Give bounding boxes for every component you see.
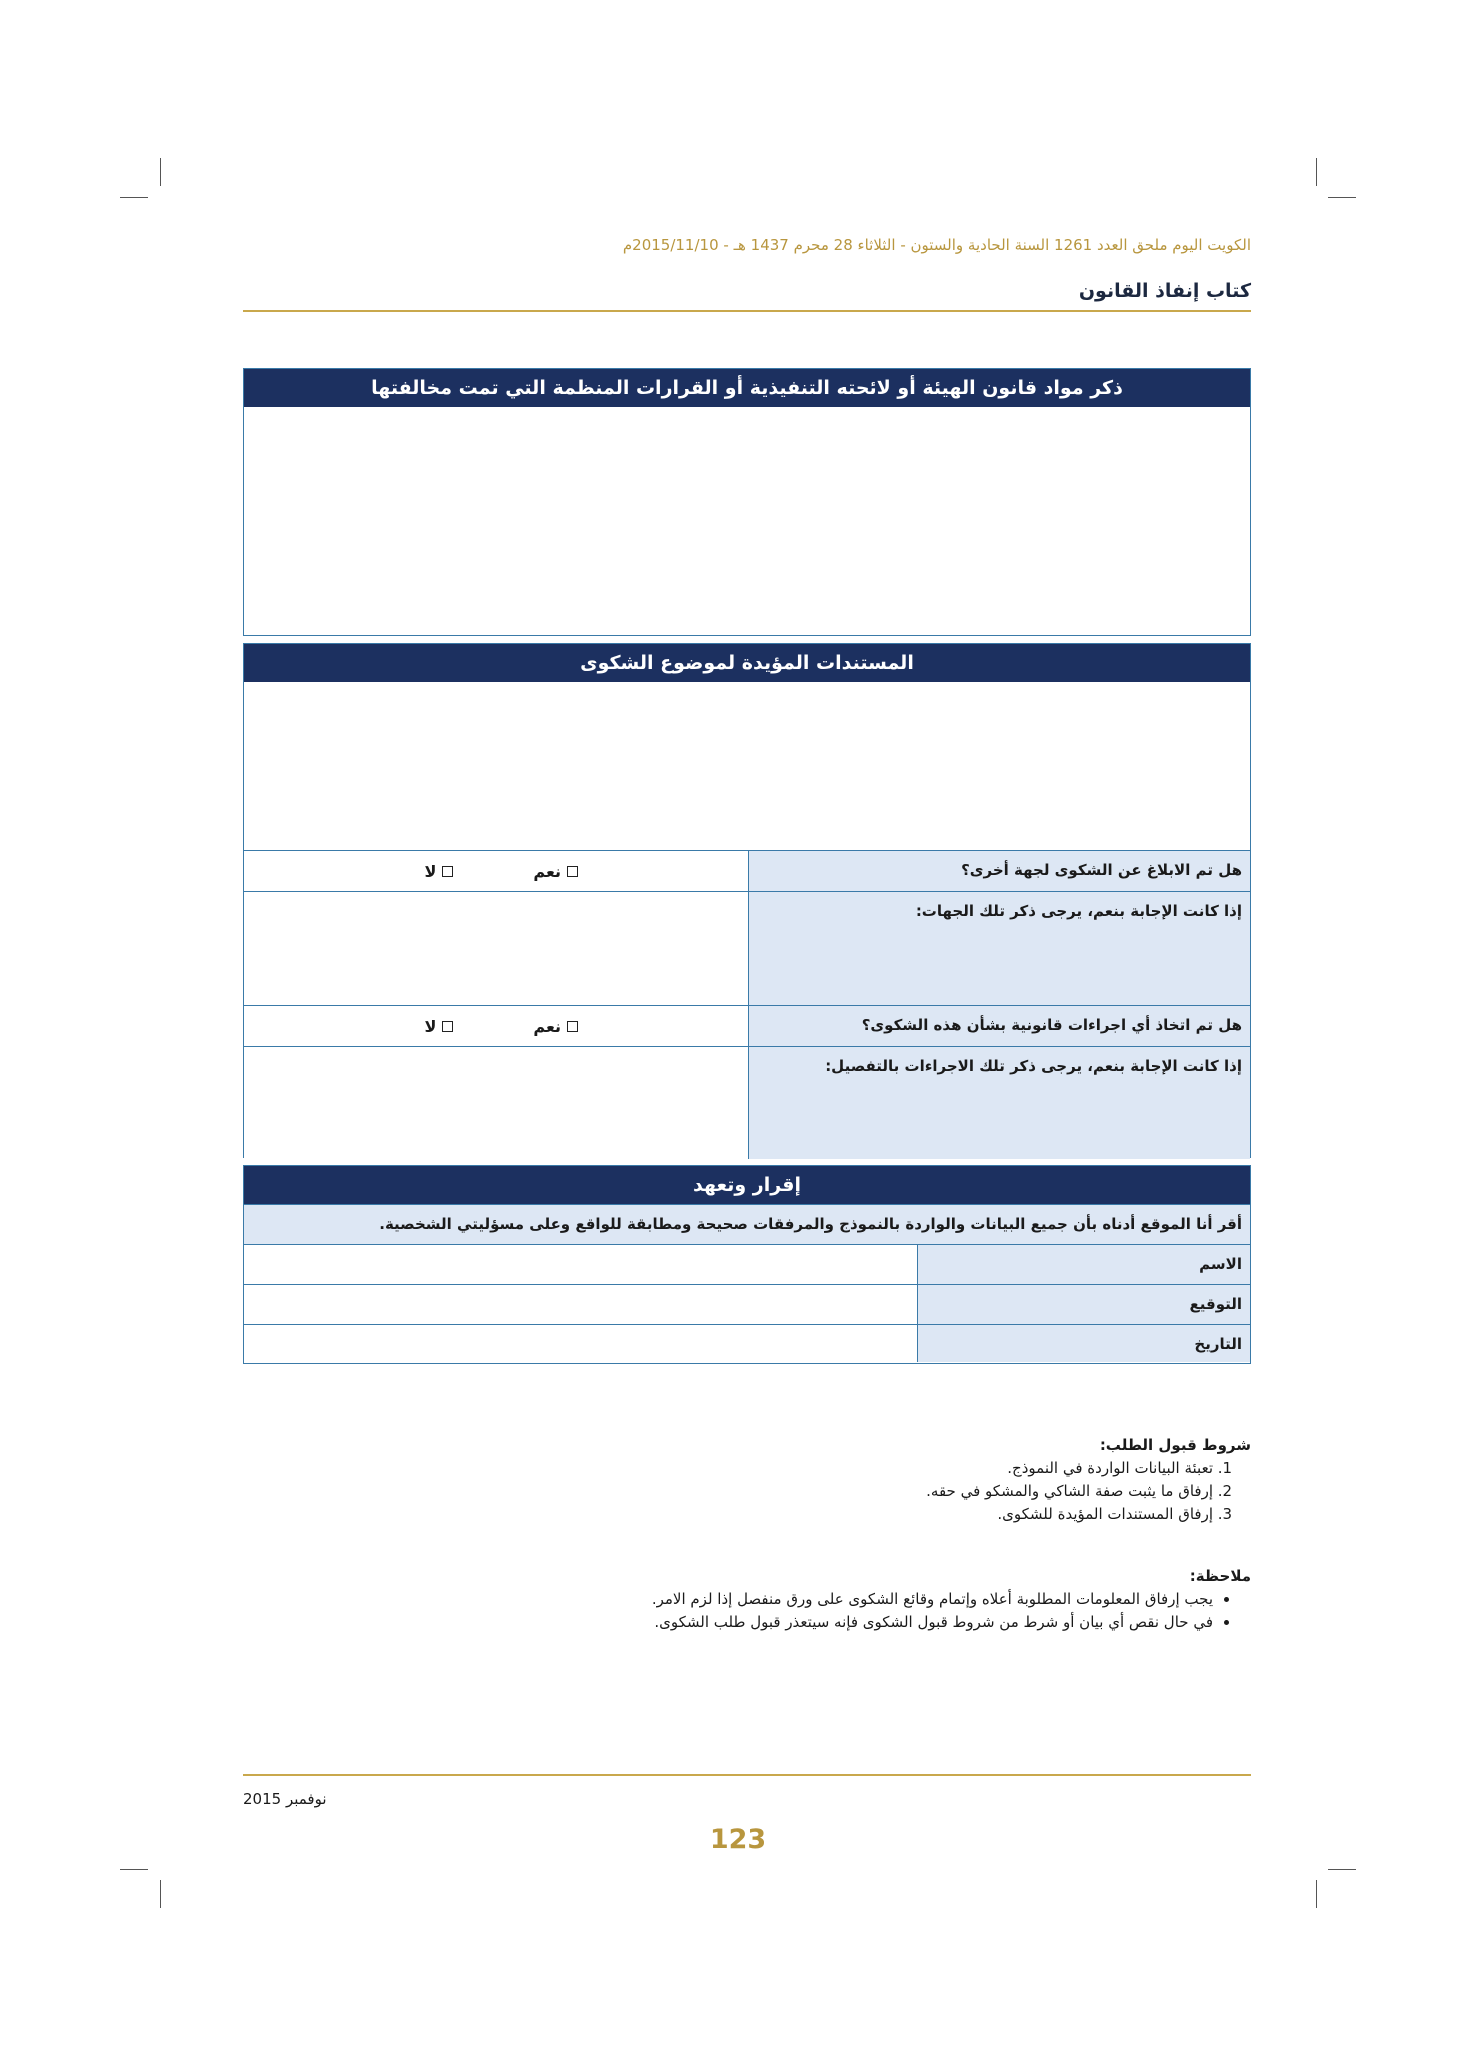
signature-row [244, 1284, 1250, 1324]
answer-reported [244, 851, 748, 891]
declaration-title: إقرار وتعهد [244, 1166, 1250, 1204]
signature-field[interactable] [244, 1285, 917, 1324]
yes-checkbox[interactable] [533, 862, 578, 881]
note-list [600, 1588, 1251, 1634]
question-row-legal [244, 1005, 1250, 1046]
list-item: • في حال نقص أي بيان أو شرط من شروط قبول الشكوى فإنه سيتعذر قبول طلب الشكوى. [600, 1611, 1213, 1634]
detail-row-entities [244, 891, 1250, 1005]
conditions-list [600, 1457, 1251, 1526]
issue-line: الكويت اليوم ملحق العدد 1261 السنة الحادية والستون - الثلاثاء 28 محرم 1437 هـ - 2015/11/10م [622, 236, 1251, 254]
crop-mark [160, 1880, 161, 1908]
checkbox-icon [567, 1021, 578, 1032]
list-item: 1. تعبئة البيانات الواردة في النموذج. [600, 1457, 1213, 1480]
no-label: لا [424, 861, 437, 881]
no-label: لا [424, 1016, 437, 1036]
yes-label: نعم [533, 1016, 561, 1036]
footer-rule [243, 1774, 1251, 1776]
answer-legal [244, 1006, 748, 1046]
checkbox-icon [442, 866, 453, 877]
no-checkbox[interactable] [424, 862, 453, 881]
list-item: 2. إرفاق ما يثبت صفة الشاكي والمشكو في حقه. [600, 1480, 1213, 1503]
violations-section [243, 368, 1251, 636]
crop-mark [1316, 158, 1317, 186]
list-item: 3. إرفاق المستندات المؤيدة للشكوى. [600, 1503, 1213, 1526]
name-label: الاسم [917, 1245, 1250, 1284]
conditions-block [600, 1434, 1251, 1526]
documents-title: المستندات المؤيدة لموضوع الشكوى [244, 644, 1250, 682]
crop-mark [1316, 1880, 1317, 1908]
declaration-section [243, 1165, 1251, 1364]
crop-mark [1328, 197, 1356, 198]
detail-entities-label: إذا كانت الإجابة بنعم، يرجى ذكر تلك الجهات: [748, 892, 1250, 1005]
crop-mark [1328, 1869, 1356, 1870]
detail-row-procedures [244, 1046, 1250, 1159]
note-heading: ملاحظة: [1189, 1567, 1251, 1585]
question-legal: هل تم اتخاذ أي اجراءات قانونية بشأن هذه الشكوى؟ [748, 1006, 1250, 1046]
note-block [600, 1565, 1251, 1634]
crop-mark [160, 158, 161, 186]
checkbox-icon [567, 866, 578, 877]
documents-section [243, 643, 1251, 1158]
procedures-input[interactable] [244, 1047, 748, 1159]
date-field[interactable] [244, 1325, 917, 1362]
checkbox-icon [442, 1021, 453, 1032]
date-label: التاريخ [917, 1325, 1250, 1362]
declaration-statement: أقر أنا الموقع أدناه بأن جميع البيانات والواردة بالنموذج والمرفقات صحيحة ومطابقة للواقع وعلى مسؤليتي الشخصية. [244, 1205, 1250, 1244]
list-item: • يجب إرفاق المعلومات المطلوبة أعلاه وإتمام وقائع الشكوى على ورق منفصل إذا لزم الامر. [600, 1588, 1213, 1611]
crop-mark [120, 1869, 148, 1870]
documents-input-area[interactable] [244, 682, 1250, 850]
book-title: كتاب إنفاذ القانون [1078, 280, 1251, 302]
declaration-statement-row [244, 1204, 1250, 1244]
crop-mark [120, 197, 148, 198]
yes-checkbox[interactable] [533, 1017, 578, 1036]
entities-input[interactable] [244, 892, 748, 1005]
detail-procedures-label: إذا كانت الإجابة بنعم، يرجى ذكر تلك الاجراءات بالتفصيل: [748, 1047, 1250, 1159]
header-rule [243, 310, 1251, 312]
name-field[interactable] [244, 1245, 917, 1284]
violations-input-area[interactable] [244, 407, 1250, 633]
yes-label: نعم [533, 861, 561, 881]
violations-title: ذكر مواد قانون الهيئة أو لائحته التنفيذية أو القرارات المنظمة التي تمت مخالفتها [244, 369, 1250, 407]
page-number: 123 [709, 1824, 767, 1855]
footer-month: نوفمبر 2015 [243, 1790, 327, 1808]
question-reported: هل تم الابلاغ عن الشكوى لجهة أخرى؟ [748, 851, 1250, 891]
name-row [244, 1244, 1250, 1284]
no-checkbox[interactable] [424, 1017, 453, 1036]
question-row-reported [244, 850, 1250, 891]
date-row [244, 1324, 1250, 1362]
conditions-heading: شروط قبول الطلب: [1099, 1436, 1251, 1454]
signature-label: التوقيع [917, 1285, 1250, 1324]
